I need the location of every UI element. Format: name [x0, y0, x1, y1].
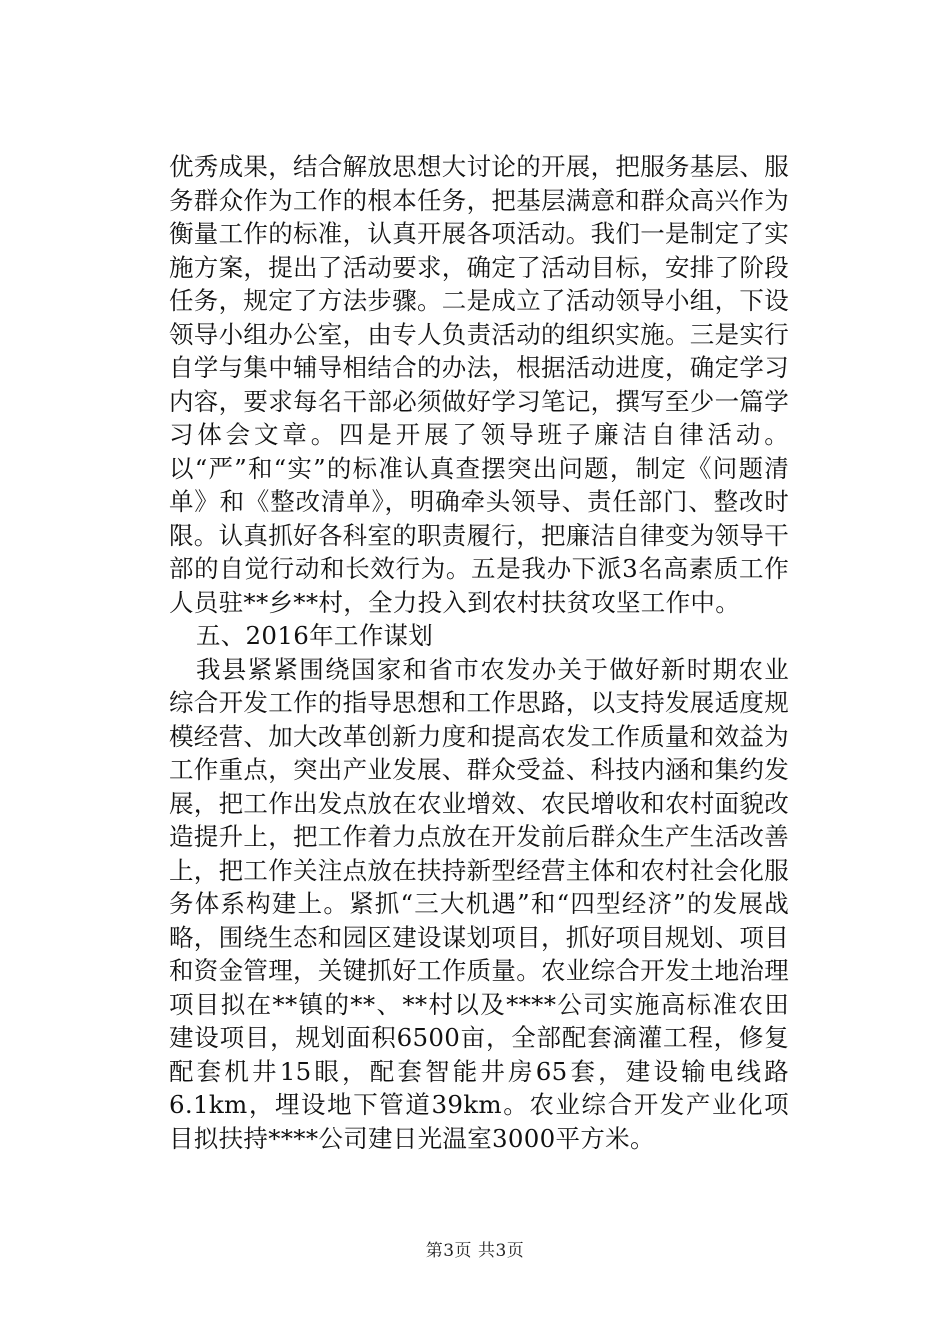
paragraph-2016-plan: 我县紧紧围绕国家和省市农发办关于做好新时期农业综合开发工作的指导思想和工作思路，以支持发展适度规模经营、加大改革创新力度和提高农发工作质量和效益为工作重点，突出产业发展、群众受益、科技内涵和集约发展，把工作出发点放在农业增效、农民增收和农村面貌改造提升上，把工作着力点放在开发前后群众生产生活改善上，把工作关注点放在扶持新型经营主体和农村社会化服务体系构建上。紧抓“三大机遇”和“四型经济”的发展战略，围绕生态和园区建设谋划项目，抓好项目规划、项目和资金管理，关键抓好工作质量。农业综合开发土地治理项目拟在**镇的**、**村以及****公司实施高标准农田建设项目，规划面积6500亩，全部配套滴灌工程，修复配套机井15眼，配套智能井房65套，建设输电线路6.1km，埋设地下管道39km。农业综合开发产业化项目拟扶持****公司建日光温室3000平方米。 [169, 654, 789, 1153]
section-heading-2016-plan: 五、2016年工作谋划 [195, 621, 434, 650]
paragraph-activities: 优秀成果，结合解放思想大讨论的开展，把服务基层、服务群众作为工作的根本任务，把基层满意和群众高兴作为衡量工作的标准，认真开展各项活动。我们一是制定了实施方案，提出了活动要求，确定了活动目标，安排了阶段任务，规定了方法步骤。二是成立了活动领导小组，下设领导小组办公室，由专人负责活动的组织实施。三是实行自学与集中辅导相结合的办法，根据活动进度，确定学习内容，要求每名干部必须做好学习笔记，撰写至少一篇学习体会文章。四是开展了领导班子廉洁自律活动。以“严”和“实”的标准认真查摆突出问题，制定《问题清单》和《整改清单》，明确牵头领导、责任部门、整改时限。认真抓好各科室的职责履行，把廉洁自律变为领导干部的自觉行动和长效行为。五是我办下派3名高素质工作人员驻**乡**村，全力投入到农村扶贫攻坚工作中。 [169, 152, 789, 617]
page-footer: 第3页 共3页 [425, 1241, 525, 1261]
document-body [169, 150, 789, 1155]
